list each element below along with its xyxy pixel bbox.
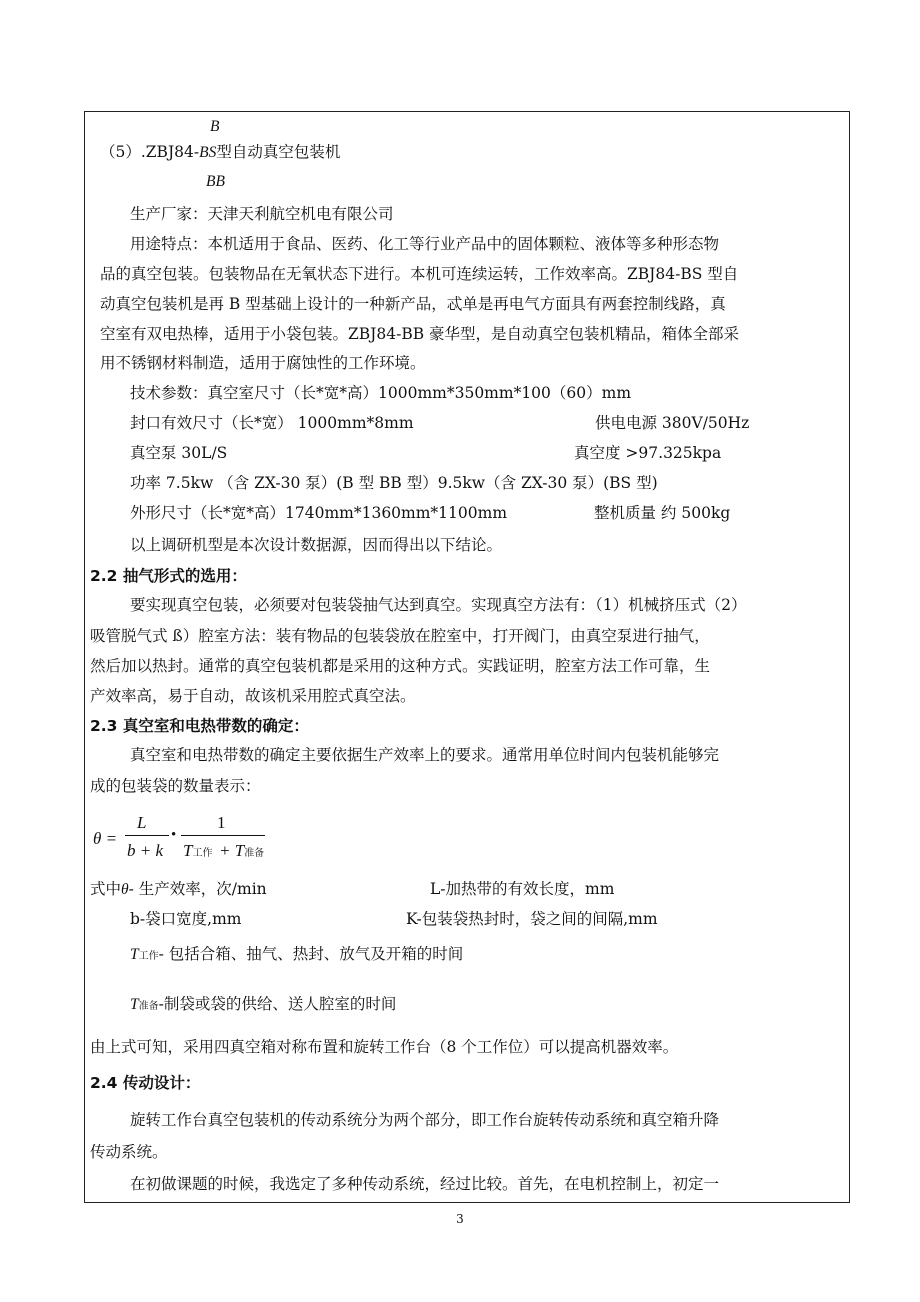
definition-t-prep-letter: T <box>130 996 139 1013</box>
use-line-3: 动真空包装机是再 B 型基础上设计的一种新产品，忒单是再电气方面具有两套控制线路，真 <box>100 295 726 313</box>
section-heading-2-3: 2.3 真空室和电热带数的确定： <box>90 717 309 735</box>
para-2-4-line-2: 传动系统。 <box>90 1143 168 1161</box>
formula-t-prep-letter: + T <box>219 841 245 860</box>
formula-t-work-sub: 工作 <box>192 848 213 859</box>
definition-t-work-letter: T <box>130 946 139 963</box>
summary: 由上式可知，采用四真空箱对称布置和旋转工作台（8 个工作位）可以提高机器效率。 <box>90 1038 679 1056</box>
use-line-1: 用途特点：本机适用于食品、医药、化工等行业产品中的固体颗粒、液体等多种形态物 <box>130 235 720 253</box>
definition-t-work-sub: 工作 <box>138 951 159 962</box>
formula-numerator-one: 1 <box>217 813 226 832</box>
definition-t-work-text: - 包括合箱、抽气、热封、放气及开箱的时间 <box>158 945 464 963</box>
power-rating: 功率 7.5kw （含 ZX-30 泵）(B 型 BB 型）9.5kw（含 ZX-30 泵）(BS 型) <box>130 474 658 492</box>
model-title-rest: 型自动真空包装机 <box>216 143 341 161</box>
para-2-3-line-2: 成的包装袋的数量表示： <box>90 777 261 795</box>
formula-t-work <box>183 842 212 859</box>
formula-denominator-bk: b + k <box>127 841 164 860</box>
para-2-2-line-1: 要实现真空包装，必须要对包装袋抽气达到真空。实现真空方法有：（1）机械挤压式（2） <box>130 596 747 614</box>
definition-theta <box>90 882 267 898</box>
definition-t-prep-sub: 准备 <box>138 1001 159 1012</box>
formula-numerator-l: L <box>137 813 147 832</box>
manufacturer: 生产厂家：天津天利航空机电有限公司 <box>130 205 394 223</box>
power-supply: 供电电源 380V/50Hz <box>595 414 750 432</box>
vacuum-pump: 真空泵 30L/S <box>130 444 228 462</box>
model-title-prefix: （5）.ZBJ84- <box>100 143 200 161</box>
formula-fraction-bar-2 <box>181 835 265 836</box>
vacuum-degree: 真空度 >97.325kpa <box>574 444 722 462</box>
page-number: 3 <box>456 1212 464 1226</box>
formula-t-work-letter: T <box>183 841 193 860</box>
seal-size: 封口有效尺寸（长*宽） 1000mm*8mm <box>130 414 414 432</box>
use-line-5: 用不锈钢材料制造，适用于腐蚀性的工作环境。 <box>100 354 426 372</box>
use-line-4: 空室有双电热棒，适用于小袋包装。ZBJ84-BB 豪华型，是自动真空包装机精品，箱体全部采 <box>100 325 740 343</box>
model-title <box>100 145 340 161</box>
machine-mass: 整机质量 约 500kg <box>594 504 731 522</box>
para-2-3-line-1: 真空室和电热带数的确定主要依据生产效率上的要求。通常用单位时间内包装机能够完 <box>130 746 720 764</box>
formula-t-prep <box>219 842 264 859</box>
definition-t-prep-text: -制袋或袋的供给、送人腔室的时间 <box>158 995 397 1013</box>
para-2-2-line-3: 然后加以热封。通常的真空包装机都是采用的这种方式。实践证明，腔室方法工作可靠，生 <box>90 657 711 675</box>
definition-theta-text: - 生产效率，次/min <box>128 880 267 898</box>
definition-theta-symbol: θ <box>121 881 129 898</box>
formula-dot: • <box>171 827 177 843</box>
bb-lower-label: BB <box>206 173 225 190</box>
section-heading-2-2: 2.2 抽气形式的选用： <box>90 567 247 585</box>
conclusion: 以上调研机型是本次设计数据源，因而得出以下结论。 <box>130 536 503 554</box>
efficiency-formula <box>93 812 283 868</box>
section-heading-2-4: 2.4 传动设计： <box>90 1074 201 1092</box>
formula-t-prep-sub: 准备 <box>244 848 265 859</box>
definition-l: L-加热带的有效长度，mm <box>430 880 615 898</box>
para-2-2-line-4: 产效率高，易于自动，故该机采用腔式真空法。 <box>90 687 416 705</box>
definition-t-work <box>130 947 463 963</box>
formula-theta: θ = <box>93 829 118 848</box>
para-2-4-line-1: 旋转工作台真空包装机的传动系统分为两个部分，即工作台旋转传动系统和真空箱升降 <box>130 1111 720 1129</box>
definition-prefix: 式中 <box>90 880 122 898</box>
use-line-2: 品的真空包装。包装物品在无氧状态下进行。本机可连续运转，工作效率高。ZBJ84-BS 型自 <box>100 265 739 283</box>
tech-params: 技术参数：真空室尺寸（长*宽*高）1000mm*350mm*100（60）mm <box>130 384 632 402</box>
definition-k: K-包装袋热封时，袋之间的间隔,mm <box>406 910 658 928</box>
b-upper-label: B <box>210 118 220 135</box>
definition-b: b-袋口宽度,mm <box>130 910 242 928</box>
model-title-italic: BS <box>199 144 217 161</box>
definition-t-prep <box>130 997 396 1013</box>
para-2-2-line-2: 吸管脱气式 ß）腔室方法：装有物品的包装袋放在腔室中，打开阀门，由真空泵进行抽气， <box>90 627 710 645</box>
outline-size: 外形尺寸（长*宽*高）1740mm*1360mm*1100mm <box>130 504 508 522</box>
para-2-4-line-3: 在初做课题的时候，我选定了多种传动系统，经过比较。首先，在电机控制上，初定一 <box>130 1175 720 1193</box>
formula-fraction-bar-1 <box>125 835 169 836</box>
